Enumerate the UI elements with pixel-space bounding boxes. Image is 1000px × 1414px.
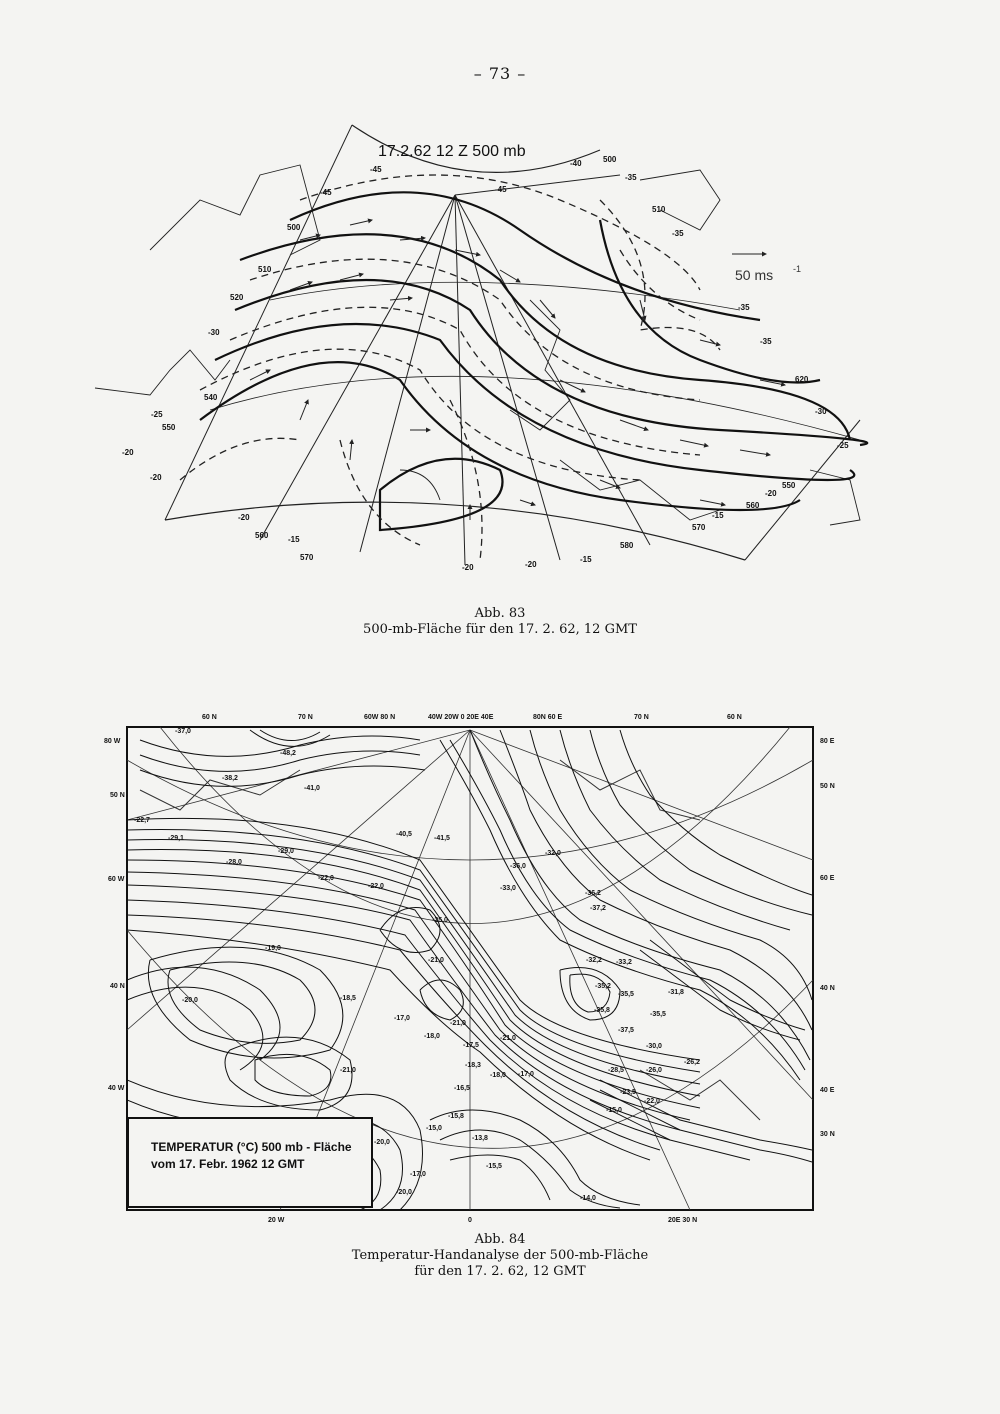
isotherm-label: -21,0 — [428, 957, 444, 964]
left-axis-label: 80 W — [104, 738, 121, 745]
top-axis-label: 70 N — [634, 714, 649, 721]
isotherm-label: -17,0 — [410, 1171, 426, 1178]
isotherm-label: -18,3 — [465, 1062, 481, 1069]
isotherm-label: -37,0 — [175, 728, 191, 735]
isotherm-label: -25,0 — [432, 917, 448, 924]
bottom-axis-label: 20E 30 N — [668, 1217, 698, 1224]
right-axis-label: 40 E — [820, 1087, 835, 1094]
height-label: 570 — [300, 553, 314, 562]
isotherm-label: -31,8 — [668, 989, 684, 996]
legend-date: vom 17. Febr. 1962 12 GMT — [151, 1157, 305, 1171]
isotherm-label: -15,0 — [426, 1125, 442, 1132]
temp-label: -45 — [495, 185, 507, 194]
isotherm-label: -40,5 — [396, 831, 412, 838]
height-label: 550 — [162, 423, 176, 432]
figure2-caption-label: Abb. 84 — [474, 1232, 526, 1247]
isotherm-label: -22,0 — [368, 883, 384, 890]
right-axis-label: 50 N — [820, 783, 835, 790]
temp-label: -30 — [815, 407, 827, 416]
isotherm-label: -22,0 — [318, 875, 334, 882]
height-wind-map — [0, 0, 1000, 600]
top-axis-label: 40W 20W 0 20E 40E — [428, 714, 494, 721]
isotherm-label: -33,2 — [616, 959, 632, 966]
isotherm-label: -41,0 — [304, 785, 320, 792]
right-axis-label: 80 E — [820, 738, 835, 745]
height-label: 510 — [652, 205, 666, 214]
temp-label: -35 — [738, 303, 750, 312]
wind-scale-exponent: -1 — [793, 264, 802, 274]
isotherm-label: -17,0 — [394, 1015, 410, 1022]
isotherm-label: -14,0 — [580, 1195, 596, 1202]
isotherm-label: -17,0 — [518, 1071, 534, 1078]
top-axis-label: 60 N — [202, 714, 217, 721]
height-label: 540 — [204, 393, 218, 402]
isotherm-label: -29,1 — [168, 835, 184, 842]
temp-label: -20 — [765, 489, 777, 498]
height-label: 550 — [782, 481, 796, 490]
temp-label: -15 — [580, 555, 592, 564]
isotherm-label: -35,2 — [595, 983, 611, 990]
isotherm-label: -13,8 — [472, 1135, 488, 1142]
map2-legend-box — [127, 1117, 373, 1208]
map1-bottom-edge — [165, 502, 745, 560]
height-label: 560 — [255, 531, 269, 540]
temp-label: -20 — [238, 513, 250, 522]
right-axis-label: 30 N — [820, 1131, 835, 1138]
isotherm-label: -41,5 — [434, 835, 450, 842]
top-axis-label: 80N 60 E — [533, 714, 563, 721]
isotherm-label: -35,8 — [594, 1007, 610, 1014]
isotherm-label: -20,0 — [396, 1189, 412, 1196]
left-axis-label: 50 N — [110, 792, 125, 799]
isotherm-label: -21,0 — [450, 1020, 466, 1027]
temp-label: -40 — [570, 159, 582, 168]
height-label: 520 — [230, 293, 244, 302]
isotherm-label: -16,5 — [454, 1085, 470, 1092]
figure1-caption-text: 500-mb-Fläche für den 17. 2. 62, 12 GMT — [363, 622, 637, 637]
top-axis-label: 60W 80 N — [364, 714, 396, 721]
map1-title: 17.2.62 12 Z 500 mb — [378, 143, 526, 160]
isotherm-label: -33,0 — [500, 885, 516, 892]
wind-scale-label: 50 ms — [735, 267, 774, 283]
isotherm-label: -37,5 — [618, 1027, 634, 1034]
isotherm-label: -18,0 — [424, 1033, 440, 1040]
temp-label: -15 — [288, 535, 300, 544]
isotherm-label: -32,2 — [586, 957, 602, 964]
isotherm-label: -15,8 — [448, 1113, 464, 1120]
top-axis-label: 60 N — [727, 714, 742, 721]
isotherm-label: -36,0 — [510, 863, 526, 870]
isotherm-label: -15,5 — [486, 1163, 502, 1170]
bottom-axis-label: 20 W — [268, 1217, 285, 1224]
isotherm-label: -18,0 — [490, 1072, 506, 1079]
temp-label: -20 — [462, 563, 474, 572]
isotherm-label: -38,2 — [222, 775, 238, 782]
isotherm-label: -26,0 — [646, 1067, 662, 1074]
temp-label: -25 — [837, 441, 849, 450]
temp-label: -20 — [122, 448, 134, 457]
left-axis-label: 40 W — [108, 1085, 125, 1092]
isotherm-label: -22,7 — [134, 817, 150, 824]
temp-label: -20 — [150, 473, 162, 482]
isotherm-label: -48,2 — [280, 750, 296, 757]
right-axis-label: 60 E — [820, 875, 835, 882]
bottom-axis-label: 0 — [468, 1217, 472, 1224]
figure2-caption-line2: für den 17. 2. 62, 12 GMT — [414, 1264, 586, 1279]
temp-label: -45 — [370, 165, 382, 174]
legend-title: TEMPERATUR (°C) 500 mb - Fläche — [151, 1140, 352, 1154]
temp-label: -20 — [525, 560, 537, 569]
page-number: – 73 – — [473, 64, 527, 83]
height-label: 620 — [795, 375, 809, 384]
left-axis-label: 60 W — [108, 876, 125, 883]
isotherm-label: -36,2 — [585, 890, 601, 897]
isotherm-label: -15,0 — [606, 1107, 622, 1114]
temp-label: -35 — [625, 173, 637, 182]
isotherm-label: -21,0 — [340, 1067, 356, 1074]
isotherm-label: -37,2 — [590, 905, 606, 912]
isotherm-label: -26,2 — [684, 1059, 700, 1066]
height-label: 500 — [603, 155, 617, 164]
temp-label: -45 — [320, 188, 332, 197]
figure2-caption-line1: Temperatur-Handanalyse der 500-mb-Fläche — [351, 1248, 649, 1263]
top-axis-label: 70 N — [298, 714, 313, 721]
temp-label: -25 — [151, 410, 163, 419]
isotherm-label: -20,0 — [374, 1139, 390, 1146]
isotherm-label: -28,5 — [608, 1067, 624, 1074]
isotherm-label: -17,5 — [463, 1042, 479, 1049]
temp-label: -30 — [208, 328, 220, 337]
temp-label: -35 — [672, 229, 684, 238]
height-label: 500 — [287, 223, 301, 232]
height-label: 570 — [692, 523, 706, 532]
height-label: 510 — [258, 265, 272, 274]
temp-label: -35 — [760, 337, 772, 346]
temp-label: -15 — [712, 511, 724, 520]
isotherm-label: -29,0 — [278, 848, 294, 855]
isotherm-label: -23,5 — [620, 1089, 636, 1096]
isotherm-label: -18,5 — [340, 995, 356, 1002]
left-axis-label: 40 N — [110, 983, 125, 990]
figure1-caption-label: Abb. 83 — [474, 606, 526, 621]
isotherm-label: -21,0 — [500, 1035, 516, 1042]
isotherm-label: -22,0 — [644, 1098, 660, 1105]
isotherm-label: -19,0 — [265, 945, 281, 952]
isotherm-label: -20,0 — [182, 997, 198, 1004]
map1-left-edge — [165, 125, 352, 520]
height-label: 580 — [620, 541, 634, 550]
isotherm-label: -32,0 — [545, 850, 561, 857]
isotherm-label: -28,0 — [226, 859, 242, 866]
isotherm-label: -35,5 — [650, 1011, 666, 1018]
isotherm-label: -35,5 — [618, 991, 634, 998]
height-label: 560 — [746, 501, 760, 510]
right-axis-label: 40 N — [820, 985, 835, 992]
isotherm-label: -30,0 — [646, 1043, 662, 1050]
